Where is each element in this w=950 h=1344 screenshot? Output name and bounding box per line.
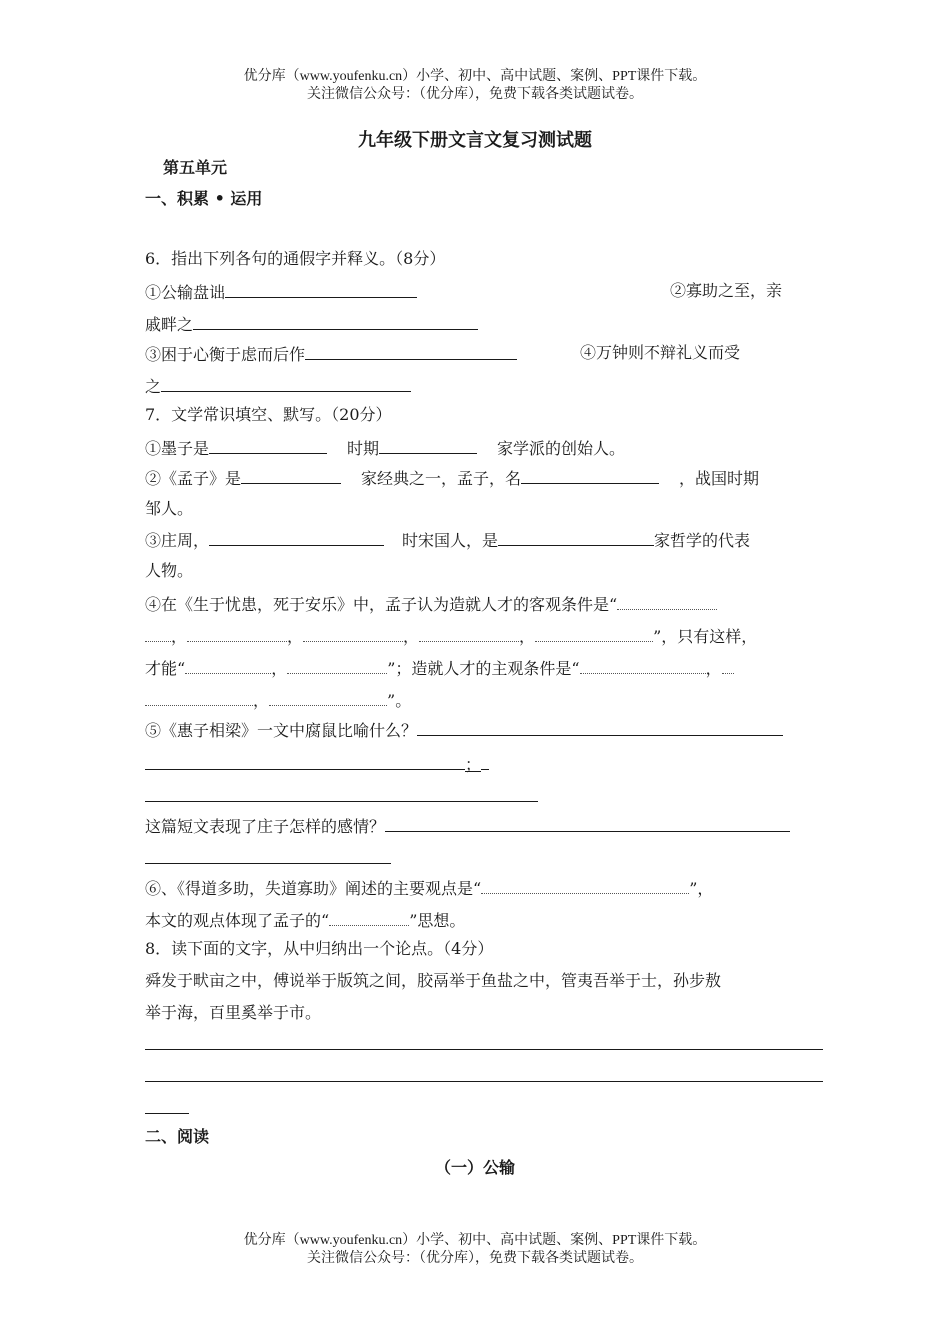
q7-f-text-3: 本文的观点体现了孟子的“ [145,911,330,930]
q6-line-2 [145,312,478,336]
section-2-heading: 二、阅读 [145,1127,210,1146]
q7-f-text-1: ⑥、《得道多助，失道寡助》阐述的主要观点是“ [145,879,482,898]
q7-d-comma-3: ， [403,627,420,646]
q6-item-4b: 之 [145,377,162,396]
header-line-2: 关注微信公众号：（优分库），免费下载各类试题试卷。 [307,87,643,102]
q7-e-answer-line[interactable] [145,801,538,802]
q7-line-b [145,466,759,490]
q7-line-d4 [145,688,411,712]
q7-c-text-4: 人物。 [145,561,194,580]
q7-d-comma-7: ， [253,691,270,710]
q7-c-blank-2[interactable] [498,528,654,546]
q8-answer-line-3[interactable] [145,1113,189,1114]
q7-line-e3 [145,814,790,838]
q7-d-comma-2: ， [287,627,304,646]
q7-d-blank-4[interactable] [419,624,519,642]
q7-d-text-5: ”。 [387,691,412,710]
q7-a-blank-2[interactable] [379,436,477,454]
q7-b-blank-2[interactable] [521,466,659,484]
q7-line-e2 [145,752,489,776]
document-title: 九年级下册文言文复习测试题 [358,130,592,151]
q7-line-f2 [145,908,465,932]
q7-line-e1 [145,718,783,742]
q6-item-1: ①公输盘诎 [145,283,226,302]
q7-d-blank-1b[interactable] [145,624,171,642]
q8-stem: 8．读下面的文字，从中归纳出一个论点。（4分） [145,939,494,958]
q7-line-f1 [145,876,713,900]
q7-e-blank-1[interactable] [417,718,783,736]
q7-d-blank-9b[interactable] [145,688,253,706]
q6-item-4a: ④万钟则不辩礼义而受 [580,343,741,362]
q7-d-blank-9a[interactable] [722,656,734,674]
q7-d-comma-5: ， [271,659,288,678]
q7-b-text-1: ②《孟子》是 [145,469,242,488]
footer-line-1: 优分库（www.youfenku.cn）小学、初中、高中试题、案例、PPT课件下载。 [243,1233,707,1248]
q7-d-text-4: ”；造就人才的主观条件是“ [387,659,580,678]
q7-b-text-3: ，战国时期 [679,469,760,488]
q8-answer-line-1[interactable] [145,1049,823,1050]
q7-e-text-2: 这篇短文表现了庄子怎样的感情？ [145,817,386,836]
q6-line-4 [145,374,411,398]
q7-f-blank-2[interactable] [329,908,409,926]
q7-a-blank-1[interactable] [209,436,327,454]
unit-heading: 第五单元 [163,158,228,177]
q7-f-text-2: ”， [689,879,714,898]
q7-line-c [145,528,750,552]
reading-1-heading: （一）公输 [434,1158,515,1177]
q7-d-blank-6[interactable] [185,656,271,674]
q6-blank-3[interactable] [305,342,517,360]
q7-f-blank-1[interactable] [481,876,689,894]
q7-stem: 7．文学常识填空、默写。（20分） [145,405,392,424]
q6-line-3 [145,342,517,366]
q7-a-text-1: ①墨子是 [145,439,210,458]
q7-line-d3 [145,656,734,680]
q6-line-1 [145,280,417,304]
q8-passage-line-1: 舜发于畎亩之中，傅说举于版筑之间，胶鬲举于鱼盐之中，管夷吾举于士，孙步敖 [145,971,722,990]
page-footer [0,1232,950,1268]
q7-d-blank-1a[interactable] [617,592,717,610]
q7-f-text-4: ”思想。 [409,911,466,930]
q8-answer-line-2[interactable] [145,1081,823,1082]
q6-item-2a: ②寡助之至，亲 [670,281,783,300]
q7-line-d1 [145,592,717,616]
q7-d-blank-2[interactable] [187,624,287,642]
q7-d-comma-4: ， [519,627,536,646]
q7-c-text-1: ③庄周， [145,531,210,550]
q6-blank-4[interactable] [161,374,411,392]
q7-d-text-3: 才能“ [145,659,186,678]
q7-d-comma-1: ， [171,627,188,646]
q7-d-comma-6: ， [705,659,722,678]
q7-b-text-2: 家经典之一，孟子，名 [361,469,522,488]
q7-d-blank-7[interactable] [287,656,387,674]
q7-d-text-1: ④在《生于忧患，死于安乐》中，孟子认为造就人才的客观条件是“ [145,595,618,614]
q8-passage-line-2: 举于海，百里奚举于市。 [145,1003,322,1022]
q7-d-blank-10[interactable] [269,688,387,706]
q7-c-text-3: 家哲学的代表 [654,531,751,550]
q7-e-text-1: ⑤《惠子相梁》一文中腐鼠比喻什么？ [145,721,418,740]
q6-item-3: ③困于心衡于虑而后作 [145,345,306,364]
q6-blank-2[interactable] [193,312,478,330]
q7-e-blank-2b[interactable] [481,752,489,770]
q6-item-2b: 戚畔之 [145,315,194,334]
footer-line-2: 关注微信公众号：（优分库），免费下载各类试题试卷。 [307,1251,643,1266]
q6-blank-1[interactable] [225,280,417,298]
q7-d-text-2: ”，只有这样， [653,627,758,646]
q7-e-answer-line-2[interactable] [145,863,391,864]
q7-c-text-2: 时宋国人，是 [402,531,499,550]
q7-e-blank-2[interactable] [145,752,465,770]
q7-a-text-2: 时期 [347,439,380,458]
section-1-heading: 一、积累 • 运用 [145,189,263,208]
q7-a-text-3: 家学派的创始人。 [497,439,626,458]
q7-c-blank-1[interactable] [209,528,384,546]
q7-b-text-4: 邹人。 [145,499,194,518]
q7-d-blank-3[interactable] [303,624,403,642]
q7-b-blank-1[interactable] [241,466,341,484]
q7-line-d2 [145,624,757,648]
q6-stem: 6．指出下列各句的通假字并释义。（8分） [145,249,446,268]
q7-e-blank-3[interactable] [385,814,790,832]
page-header [0,68,950,104]
q7-d-blank-8[interactable] [580,656,706,674]
q7-line-a [145,436,625,460]
header-line-1: 优分库（www.youfenku.cn）小学、初中、高中试题、案例、PPT课件下载。 [243,69,707,84]
q7-e-semicolon: ； [465,755,482,774]
q7-d-blank-5[interactable] [535,624,653,642]
